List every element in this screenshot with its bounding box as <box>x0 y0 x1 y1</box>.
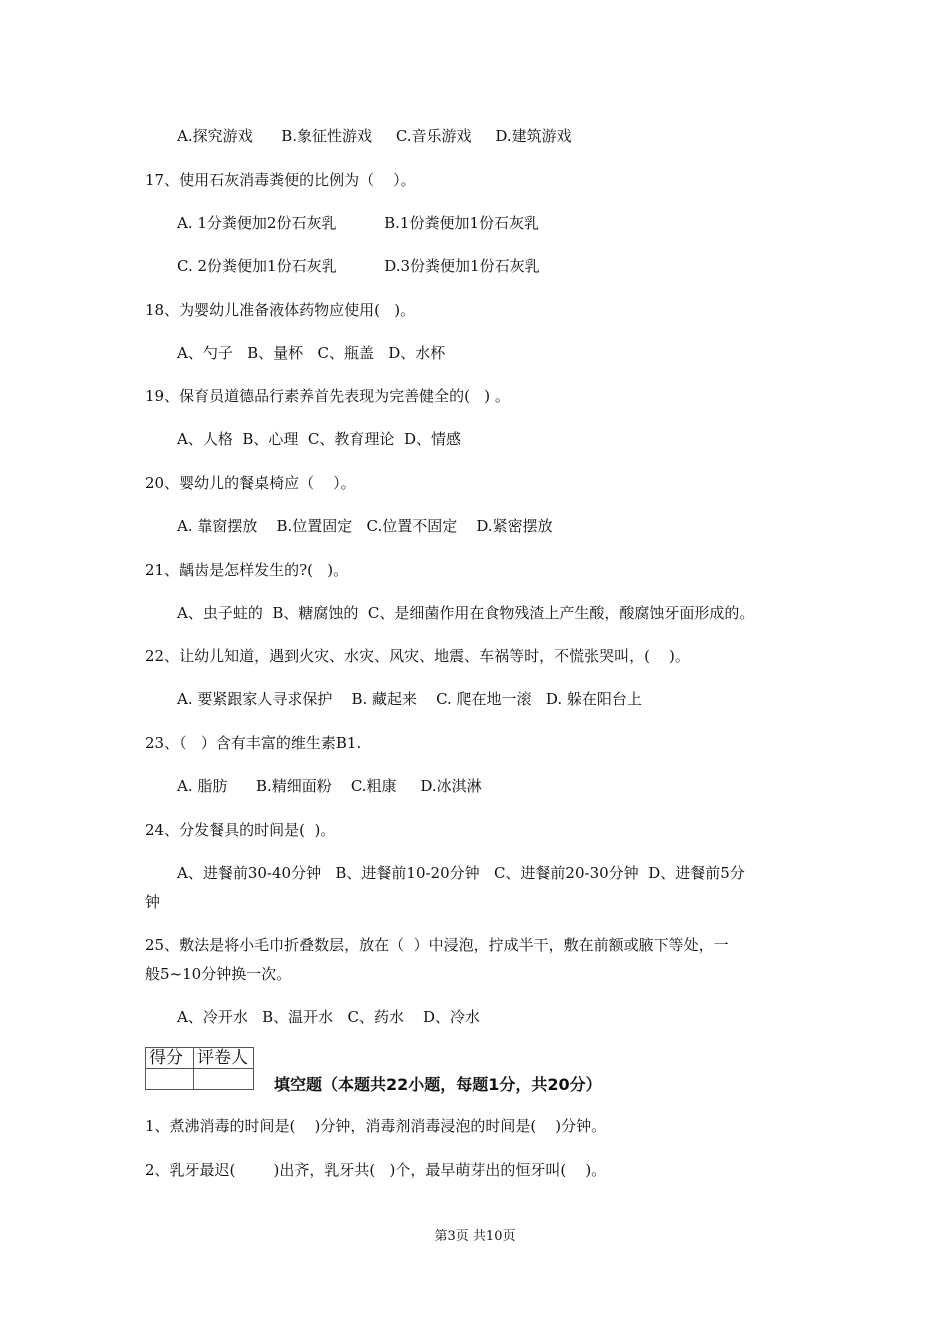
q22-options: A. 要紧跟家人寻求保护 B. 藏起来 C. 爬在地一滚 D. 躲在阳台上 <box>177 690 642 708</box>
page-footer: 第3页 共10页 <box>434 1229 516 1244</box>
section-title: 填空题（本题共22小题，每题1分，共20分） <box>274 1075 602 1094</box>
q19-question: 19、保育员道德品行素养首先表现为完善健全的( ) 。 <box>145 387 510 405</box>
q24-options: A、进餐前30-40分钟 B、进餐前10-20分钟 C、进餐前20-30分钟 D、进餐前5分 <box>177 864 745 882</box>
q25-question: 25、敷法是将小毛巾折叠数层，放在（ ）中浸泡，拧成半干，敷在前额或腋下等处，一 <box>145 936 729 954</box>
q17-options-cd: C. 2份粪便加1份石灰乳 D.3份粪便加1份石灰乳 <box>177 257 540 275</box>
score-cell <box>146 1069 194 1090</box>
q20-question: 20、婴幼儿的餐桌椅应（ ）。 <box>145 474 356 492</box>
q25-options: A、冷开水 B、温开水 C、药水 D、冷水 <box>177 1008 481 1026</box>
q18-options: A、勺子 B、量杯 C、瓶盖 D、水杯 <box>177 344 446 362</box>
q23-question: 23、（ ）含有丰富的维生素B1. <box>145 734 362 752</box>
q21-options: A、虫子蛀的 B、糖腐蚀的 C、是细菌作用在食物残渣上产生酸，酸腐蚀牙面形成的。 <box>177 604 755 622</box>
fill2-question: 2、乳牙最迟( )出齐，乳牙共( )个，最早萌芽出的恒牙叫( )。 <box>145 1161 607 1179</box>
q16-options: A.探究游戏 B.象征性游戏 C.音乐游戏 D.建筑游戏 <box>177 127 572 145</box>
grader-header: 评卷人 <box>194 1048 254 1069</box>
grader-cell <box>194 1069 254 1090</box>
q17-question: 17、使用石灰消毒粪便的比例为（ ）。 <box>145 171 416 189</box>
q24-options-continued: 钟 <box>145 893 161 911</box>
score-header: 得分 <box>146 1048 194 1069</box>
q21-question: 21、龋齿是怎样发生的?( )。 <box>145 561 349 579</box>
q22-question: 22、让幼儿知道，遇到火灾、水灾、风灾、地震、车祸等时，不慌张哭叫，( )。 <box>145 647 690 665</box>
q20-options: A. 靠窗摆放 B.位置固定 C.位置不固定 D.紧密摆放 <box>177 517 553 535</box>
q24-question: 24、分发餐具的时间是( )。 <box>145 821 336 839</box>
q19-options: A、人格 B、心理 C、教育理论 D、情感 <box>177 430 461 448</box>
q18-question: 18、为婴幼儿准备液体药物应使用( )。 <box>145 301 416 319</box>
score-table <box>145 1047 254 1090</box>
fill1-question: 1、煮沸消毒的时间是( )分钟，消毒剂消毒浸泡的时间是( )分钟。 <box>145 1117 607 1135</box>
q23-options: A. 脂肪 B.精细面粉 C.粗康 D.冰淇淋 <box>177 777 482 795</box>
q25-question-continued: 般5~10分钟换一次。 <box>145 965 292 983</box>
q17-options-ab: A. 1分粪便加2份石灰乳 B.1份粪便加1份石灰乳 <box>177 214 540 232</box>
